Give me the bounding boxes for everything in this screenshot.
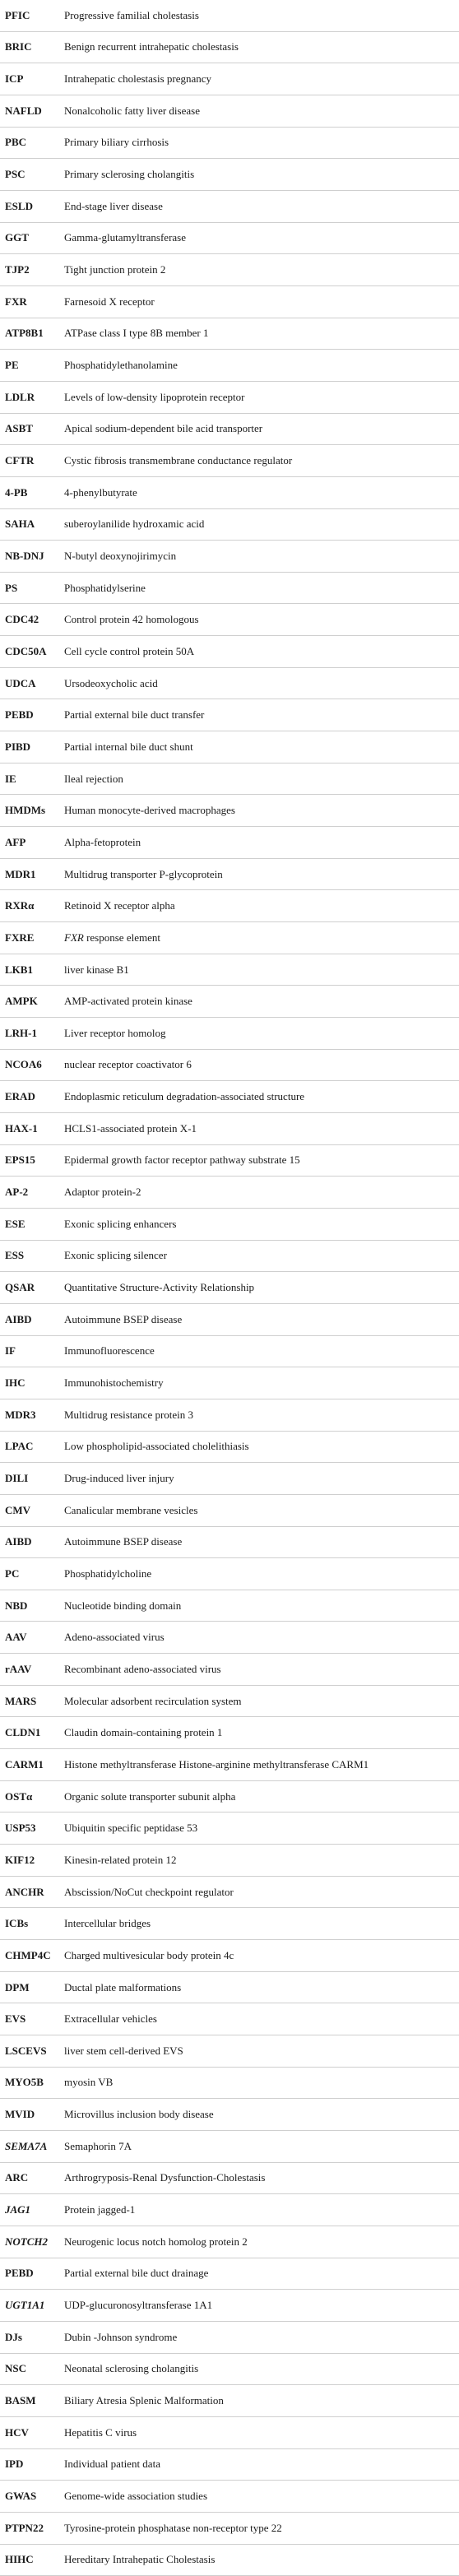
abbreviation-cell: HIHC — [5, 2553, 34, 2566]
abbreviation-cell: FXRE — [5, 931, 35, 944]
definition-cell: Liver receptor homolog — [64, 1026, 166, 1039]
table-row — [0, 1145, 459, 1177]
table-row — [0, 1495, 459, 1527]
table-row — [0, 1654, 459, 1686]
definition-cell: Hepatitis C virus — [64, 2425, 137, 2439]
definition-cell: Progressive familial cholestasis — [64, 8, 199, 21]
table-row — [0, 382, 459, 414]
table-row — [0, 636, 459, 668]
abbreviation-cell: PS — [5, 581, 18, 594]
table-row — [0, 1622, 459, 1654]
definition-cell: Immunohistochemistry — [64, 1376, 164, 1390]
table-row — [0, 2513, 459, 2545]
definition-cell: Farnesoid X receptor — [64, 295, 155, 308]
definition-cell: Organic solute transporter subunit alpha — [64, 1789, 236, 1803]
definition-cell: Neonatal sclerosing cholangitis — [64, 2362, 199, 2375]
abbreviation-cell: MVID — [5, 2108, 35, 2121]
table-row — [0, 318, 459, 350]
definition-cell: Ubiquitin specific peptidase 53 — [64, 1822, 198, 1835]
definition-cell: Histone methyltransferase Histone-arginine methyltransferase CARM1 — [64, 1757, 369, 1771]
abbreviation-cell: AFP — [5, 835, 26, 848]
abbreviation-cell: LPAC — [5, 1440, 34, 1453]
definition-cell: HCLS1-associated protein X-1 — [64, 1121, 197, 1135]
definition-cell: Protein jagged-1 — [64, 2203, 136, 2216]
table-row — [0, 922, 459, 954]
abbreviation-cell: LRH-1 — [5, 1026, 37, 1039]
definition-cell: Drug-induced liver injury — [64, 1472, 174, 1485]
table-row — [0, 1432, 459, 1464]
definition-cell: Phosphatidylcholine — [64, 1566, 152, 1580]
abbreviation-cell: EPS15 — [5, 1153, 35, 1167]
definition-cell: ATPase class I type 8B member 1 — [64, 327, 209, 340]
table-row — [0, 2322, 459, 2354]
definition-cell: Partial internal bile duct shunt — [64, 740, 193, 753]
table-row — [0, 2099, 459, 2131]
definition-cell: Apical sodium-dependent bile acid transporter — [64, 422, 263, 435]
definition-cell: UDP-glucuronosyltransferase 1A1 — [64, 2299, 213, 2312]
table-row — [0, 1177, 459, 1209]
abbreviation-cell: AP-2 — [5, 1186, 29, 1199]
definition-cell: Intercellular bridges — [64, 1917, 151, 1930]
abbreviation-cell: ESS — [5, 1249, 25, 1262]
table-row — [0, 1845, 459, 1877]
definition-cell: Endoplasmic reticulum degradation-associated structure — [64, 1090, 305, 1103]
abbreviation-cell: SEMA7A — [5, 2139, 48, 2152]
abbreviation-cell: RXRα — [5, 899, 35, 912]
table-row — [0, 1241, 459, 1273]
definition-cell: Neurogenic locus notch homolog protein 2 — [64, 2235, 248, 2248]
table-row — [0, 827, 459, 859]
abbreviation-cell: LSCEVS — [5, 2044, 47, 2057]
definition-cell: Molecular adsorbent recirculation system — [64, 1694, 242, 1707]
table-row — [0, 890, 459, 922]
table-row — [0, 1527, 459, 1559]
table-row — [0, 1940, 459, 1972]
table-row — [0, 1781, 459, 1813]
table-row — [0, 764, 459, 796]
table-row — [0, 128, 459, 160]
definition-cell: Charged multivesicular body protein 4c — [64, 1948, 234, 1961]
table-row — [0, 445, 459, 477]
abbreviation-cell: CDC42 — [5, 613, 39, 626]
table-row — [0, 1050, 459, 1082]
table-row — [0, 477, 459, 509]
table-row — [0, 159, 459, 191]
abbreviation-cell: rAAV — [5, 1662, 32, 1675]
table-row — [0, 1463, 459, 1495]
definition-cell: Exonic splicing enhancers — [64, 1217, 177, 1230]
definition-cell: Individual patient data — [64, 2458, 160, 2471]
abbreviation-cell: AAV — [5, 1631, 27, 1644]
definition-cell: N-butyl deoxynojirimycin — [64, 549, 177, 562]
table-row — [0, 2354, 459, 2386]
abbreviation-cell: ESLD — [5, 199, 33, 212]
definition-cell: Partial external bile duct drainage — [64, 2267, 209, 2280]
definition-cell: Multidrug resistance protein 3 — [64, 1408, 194, 1421]
table-row — [0, 1209, 459, 1241]
table-row — [0, 1018, 459, 1050]
abbreviation-cell: AIBD — [5, 1535, 32, 1548]
abbreviation-cell: DPM — [5, 1980, 30, 1993]
table-row — [0, 668, 459, 700]
definition-cell: Primary biliary cirrhosis — [64, 136, 169, 149]
table-row — [0, 286, 459, 318]
definition-cell: Low phospholipid-associated cholelithiasis — [64, 1440, 249, 1453]
abbreviation-cell: ATP8B1 — [5, 327, 44, 340]
definition-cell: Primary sclerosing cholangitis — [64, 168, 195, 181]
abbreviation-cell: PSC — [5, 168, 26, 181]
abbreviation-cell: UDCA — [5, 676, 36, 689]
abbreviation-cell: CLDN1 — [5, 1726, 41, 1739]
definition-cell: liver stem cell-derived EVS — [64, 2044, 183, 2057]
table-row — [0, 1908, 459, 1940]
definition-cell: Alpha-fetoprotein — [64, 835, 141, 848]
definition-cell: Abscission/NoCut checkpoint regulator — [64, 1885, 234, 1898]
table-row — [0, 1877, 459, 1909]
table-row — [0, 223, 459, 255]
abbreviation-cell: MDR1 — [5, 867, 36, 880]
abbreviation-cell: OSTα — [5, 1789, 33, 1803]
definition-cell: Ileal rejection — [64, 772, 123, 785]
abbreviation-cell: NSC — [5, 2362, 27, 2375]
abbreviation-cell: IF — [5, 1344, 16, 1358]
table-row — [0, 191, 459, 223]
table-row — [0, 573, 459, 605]
abbreviation-cell: PE — [5, 359, 19, 372]
table-row — [0, 1972, 459, 2004]
table-row — [0, 1336, 459, 1368]
definition-cell: Adeno-associated virus — [64, 1631, 165, 1644]
abbreviation-cell: MARS — [5, 1694, 37, 1707]
table-row — [0, 254, 459, 286]
definition-cell: Tyrosine-protein phosphatase non-receptor type 22 — [64, 2521, 282, 2534]
definition-cell: suberoylanilide hydroxamic acid — [64, 518, 205, 531]
table-row — [0, 509, 459, 541]
table-row — [0, 795, 459, 827]
abbreviation-cell: ARC — [5, 2171, 29, 2184]
table-row — [0, 0, 459, 32]
abbreviation-cell: SAHA — [5, 518, 35, 531]
table-row — [0, 699, 459, 731]
abbreviation-cell: ANCHR — [5, 1885, 44, 1898]
definition-cell: Arthrogryposis-Renal Dysfunction-Cholestasis — [64, 2171, 266, 2184]
definition-cell: Genome-wide association studies — [64, 2490, 208, 2503]
definition-cell: Canalicular membrane vesicles — [64, 1503, 198, 1516]
definition-cell: Extracellular vehicles — [64, 2012, 157, 2026]
definition-cell: nuclear receptor coactivator 6 — [64, 1058, 192, 1071]
abbreviation-cell: CMV — [5, 1503, 31, 1516]
definition-cell: Gamma-glutamyltransferase — [64, 231, 186, 244]
definition-cell: Phosphatidylserine — [64, 581, 146, 594]
abbreviation-cell: AIBD — [5, 1312, 32, 1325]
table-row — [0, 1081, 459, 1113]
definition-cell: Phosphatidylethanolamine — [64, 359, 178, 372]
abbreviation-cell: NOTCH2 — [5, 2235, 48, 2248]
table-row — [0, 414, 459, 446]
table-row — [0, 859, 459, 891]
abbreviation-cell: TJP2 — [5, 263, 30, 276]
abbreviation-cell: PFIC — [5, 8, 30, 21]
abbreviation-cell: IE — [5, 772, 16, 785]
definition-cell: Levels of low-density lipoprotein receptor — [64, 390, 245, 403]
definition-rest: response element — [83, 931, 160, 944]
abbreviation-cell: PC — [5, 1566, 20, 1580]
abbreviation-cell: PTPN22 — [5, 2521, 44, 2534]
table-row — [0, 541, 459, 573]
table-row — [0, 2131, 459, 2163]
table-row — [0, 2545, 459, 2576]
table-row — [0, 986, 459, 1018]
definition-cell: Multidrug transporter P-glycoprotein — [64, 867, 223, 880]
abbreviation-cell: FXR — [5, 295, 27, 308]
definition-italic-part: FXR — [64, 931, 84, 944]
table-row — [0, 1558, 459, 1590]
definition-cell: Tight junction protein 2 — [64, 263, 166, 276]
abbreviation-cell: ICP — [5, 72, 24, 86]
abbreviation-cell: 4-PB — [5, 485, 28, 499]
definition-cell: End-stage liver disease — [64, 199, 163, 212]
abbreviation-cell: NCOA6 — [5, 1058, 42, 1071]
table-row — [0, 32, 459, 64]
table-row — [0, 2449, 459, 2481]
abbreviation-cell: MYO5B — [5, 2076, 44, 2089]
definition-cell: Ursodeoxycholic acid — [64, 676, 158, 689]
abbreviation-cell: AMPK — [5, 995, 38, 1008]
definition-cell: Claudin domain-containing protein 1 — [64, 1726, 223, 1739]
definition-cell — [56, 931, 459, 945]
abbreviation-cell: PEBD — [5, 708, 34, 722]
table-row — [0, 1367, 459, 1399]
definition-cell: Microvillus inclusion body disease — [64, 2108, 214, 2121]
table-row — [0, 2163, 459, 2195]
abbreviation-cell: IPD — [5, 2458, 24, 2471]
table-row — [0, 2385, 459, 2417]
table-row — [0, 731, 459, 764]
table-row — [0, 1113, 459, 1145]
abbreviation-cell: CARM1 — [5, 1757, 44, 1771]
abbreviation-cell: CHMP4C — [5, 1948, 51, 1961]
table-row — [0, 2417, 459, 2449]
definition-cell: Epidermal growth factor receptor pathway substrate 15 — [64, 1153, 300, 1167]
table-row — [0, 63, 459, 95]
definition-cell: liver kinase B1 — [64, 963, 129, 976]
definition-cell: Biliary Atresia Splenic Malformation — [64, 2394, 224, 2407]
table-row — [0, 2226, 459, 2258]
abbreviation-cell: UGT1A1 — [5, 2299, 45, 2312]
abbreviation-cell: CDC50A — [5, 644, 47, 657]
abbreviation-cell: ERAD — [5, 1090, 35, 1103]
definition-cell: Cell cycle control protein 50A — [64, 644, 195, 657]
abbreviation-cell: NAFLD — [5, 104, 42, 117]
abbreviation-cell: EVS — [5, 2012, 26, 2026]
table-row — [0, 2290, 459, 2322]
abbreviation-cell: DJs — [5, 2330, 22, 2343]
table-row — [0, 1590, 459, 1622]
abbreviation-cell: KIF12 — [5, 1853, 35, 1866]
definition-cell: Ductal plate malformations — [64, 1980, 182, 1993]
abbreviation-cell: ASBT — [5, 422, 33, 435]
table-row — [0, 2258, 459, 2291]
abbreviation-cell: IHC — [5, 1376, 26, 1390]
definition-cell: Intrahepatic cholestasis pregnancy — [64, 72, 212, 86]
abbreviation-cell: LDLR — [5, 390, 35, 403]
definition-cell: Cystic fibrosis transmembrane conductance regulator — [64, 454, 293, 467]
abbreviation-cell: MDR3 — [5, 1408, 36, 1421]
abbreviation-cell: PBC — [5, 136, 26, 149]
definition-cell: Semaphorin 7A — [64, 2139, 132, 2152]
table-row — [0, 2194, 459, 2226]
abbreviation-cell: NBD — [5, 1599, 28, 1612]
definition-cell: Recombinant adeno-associated virus — [64, 1662, 221, 1675]
abbreviation-cell: LKB1 — [5, 963, 33, 976]
table-row — [0, 1749, 459, 1781]
definition-cell: Adaptor protein-2 — [64, 1186, 141, 1199]
abbreviation-cell: BRIC — [5, 40, 32, 53]
table-row — [0, 2035, 459, 2068]
definition-cell: Nonalcoholic fatty liver disease — [64, 104, 200, 117]
abbreviation-cell: PIBD — [5, 740, 31, 753]
table-row — [0, 1686, 459, 1718]
table-row — [0, 954, 459, 986]
abbreviation-cell: CFTR — [5, 454, 35, 467]
abbreviation-cell: ESE — [5, 1217, 26, 1230]
abbreviation-cell: ICBs — [5, 1917, 29, 1930]
definition-cell: Hereditary Intrahepatic Cholestasis — [64, 2553, 216, 2566]
abbreviation-cell: NB-DNJ — [5, 549, 44, 562]
definition-cell: Dubin -Johnson syndrome — [64, 2330, 178, 2343]
definition-cell: Nucleotide binding domain — [64, 1599, 182, 1612]
table-row — [0, 2068, 459, 2100]
definition-cell: Kinesin-related protein 12 — [64, 1853, 177, 1866]
definition-cell: AMP-activated protein kinase — [64, 995, 192, 1008]
definition-cell: Partial external bile duct transfer — [64, 708, 205, 722]
definition-cell: Immunofluorescence — [64, 1344, 155, 1358]
abbreviation-cell: JAG1 — [5, 2203, 31, 2216]
abbreviation-cell: DILI — [5, 1472, 29, 1485]
definition-cell: Human monocyte-derived macrophages — [64, 804, 235, 817]
abbreviation-cell: HAX-1 — [5, 1121, 38, 1135]
table-row — [0, 95, 459, 128]
abbreviation-cell: GWAS — [5, 2490, 37, 2503]
abbreviation-cell: GGT — [5, 231, 29, 244]
abbreviation-cell: USP53 — [5, 1822, 36, 1835]
table-row — [0, 350, 459, 382]
definition-cell: 4-phenylbutyrate — [64, 485, 137, 499]
table-row — [0, 1812, 459, 1845]
table-row — [0, 1272, 459, 1304]
abbreviation-cell: HCV — [5, 2425, 29, 2439]
abbreviation-cell: PEBD — [5, 2267, 34, 2280]
definition-cell: Benign recurrent intrahepatic cholestasis — [64, 40, 239, 53]
abbreviation-cell: BASM — [5, 2394, 36, 2407]
definition-cell: Autoimmune BSEP disease — [64, 1312, 183, 1325]
definition-cell: Exonic splicing silencer — [64, 1249, 167, 1262]
definition-cell: Quantitative Structure-Activity Relationship — [64, 1281, 255, 1294]
definition-cell: Retinoid X receptor alpha — [64, 899, 175, 912]
table-row — [0, 2481, 459, 2513]
definition-cell: Control protein 42 homologous — [64, 613, 199, 626]
table-row — [0, 2003, 459, 2035]
abbreviation-cell: QSAR — [5, 1281, 35, 1294]
definition-cell: myosin VB — [64, 2076, 114, 2089]
abbreviation-cell: HMDMs — [5, 804, 46, 817]
definition-cell: Autoimmune BSEP disease — [64, 1535, 183, 1548]
table-row — [0, 1399, 459, 1432]
table-row — [0, 604, 459, 636]
table-row — [0, 1717, 459, 1749]
table-row — [0, 1304, 459, 1336]
